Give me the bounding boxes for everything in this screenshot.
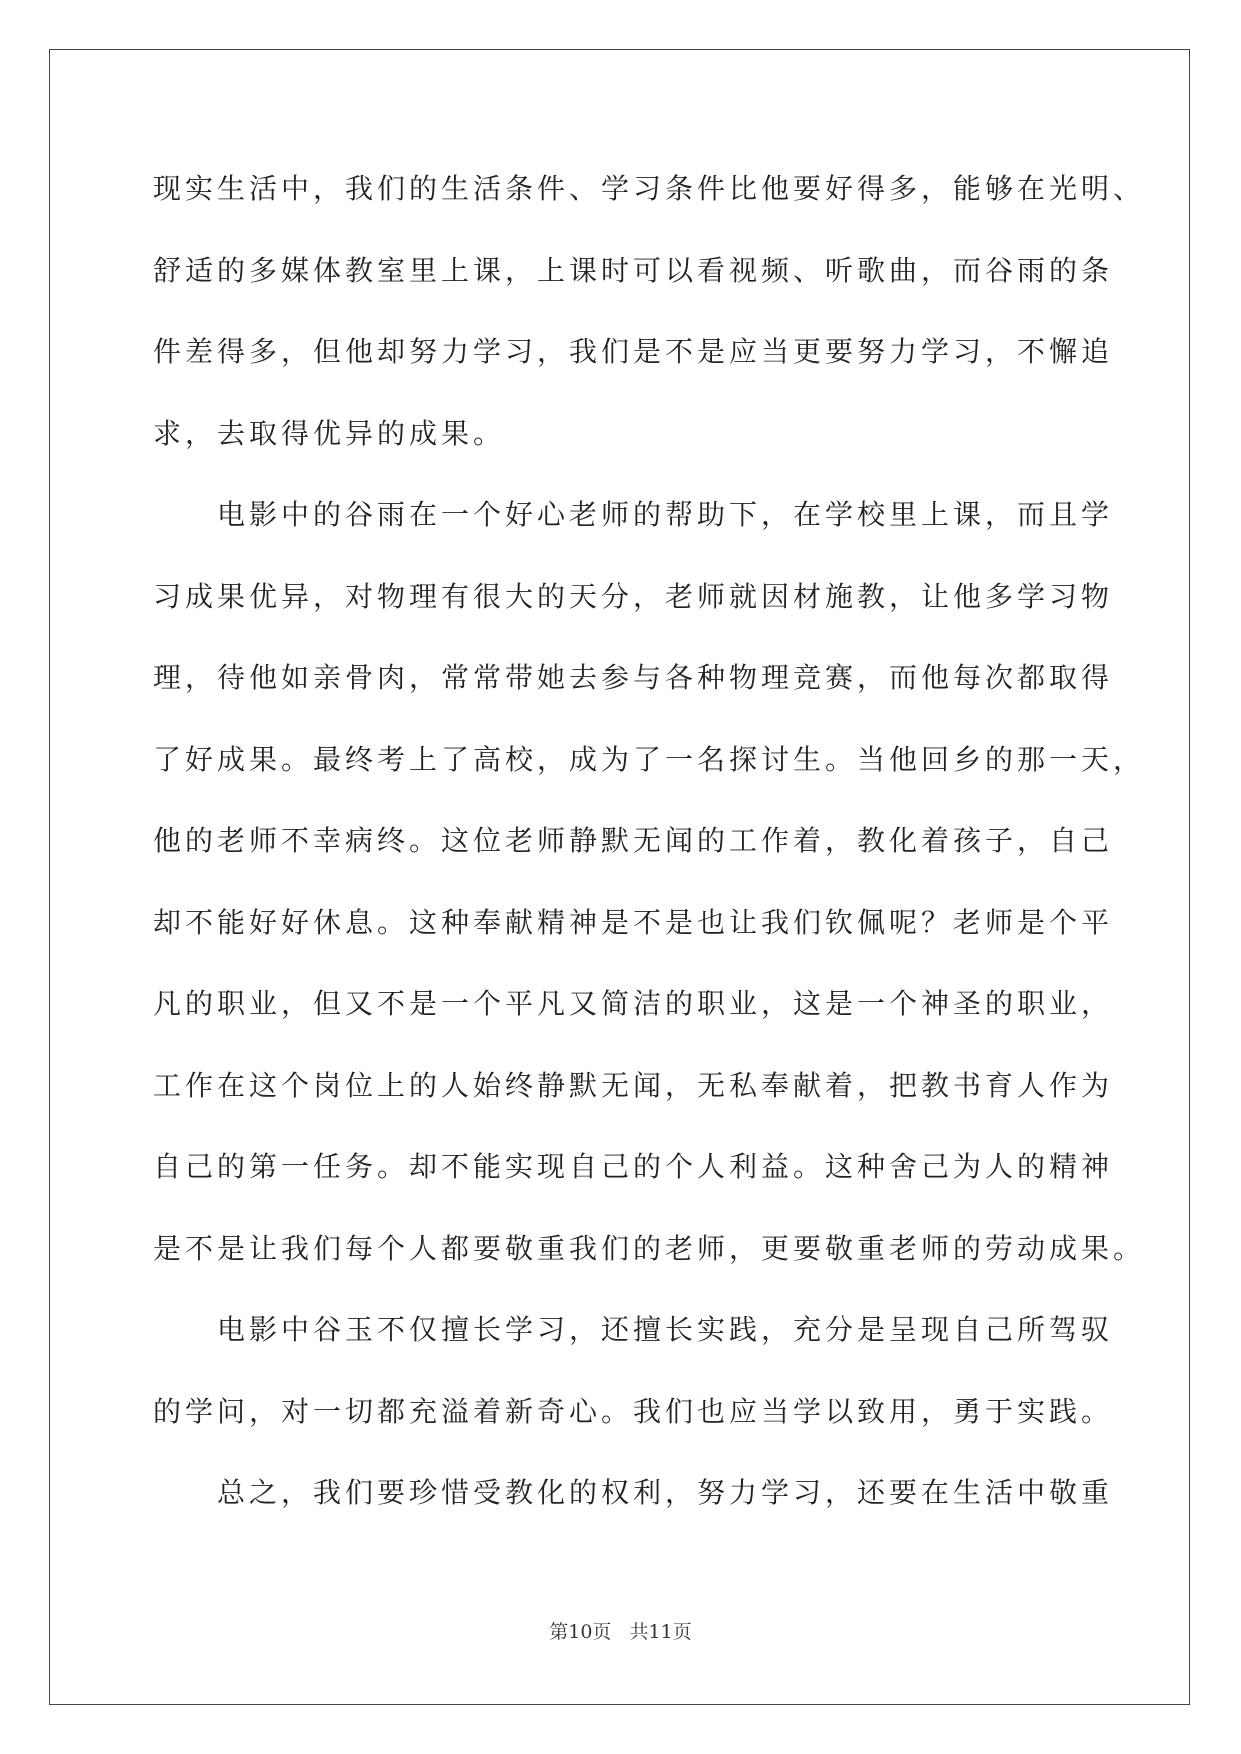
- text-line: 理，待他如亲骨肉，常常带她去参与各种物理竞赛，而他每次都取得: [153, 661, 1114, 694]
- text-line: 习成果优异，对物理有很大的天分，老师就因材施教，让他多学习物: [153, 579, 1114, 613]
- text-line: 凡的职业，但又不是一个平凡又简洁的职业，这是一个神圣的职业，: [153, 987, 1114, 1020]
- text-line: 电影中谷玉不仅擅长学习，还擅长实践，充分是呈现自己所驾驭: [217, 1313, 1114, 1346]
- text-line: 自己的第一任务。却不能实现自己的个人利益。这种舍己为人的精神: [153, 1150, 1114, 1183]
- text-line: 总之，我们要珍惜受教化的权利，努力学习，还要在生活中敬重: [217, 1476, 1114, 1509]
- text-line: 电影中的谷雨在一个好心老师的帮助下，在学校里上课，而且学: [217, 498, 1114, 531]
- text-line: 求，去取得优异的成果。: [153, 416, 506, 450]
- page-footer: [0, 1617, 1241, 1644]
- text-line: 工作在这个岗位上的人始终静默无闻，无私奉献着，把教书育人作为: [153, 1068, 1114, 1102]
- text-line: 现实生活中，我们的生活条件、学习条件比他要好得多，能够在光明、: [153, 172, 1146, 205]
- text-line: 的学问，对一切都充溢着新奇心。我们也应当学以致用，勇于实践。: [153, 1394, 1114, 1428]
- text-line: 了好成果。最终考上了高校，成为了一名探讨生。当他回乡的那一天，: [153, 742, 1146, 776]
- text-line: 他的老师不幸病终。这位老师静默无闻的工作着，教化着孩子，自己: [153, 824, 1114, 857]
- text-line: 却不能好好休息。这种奉献精神是不是也让我们钦佩呢？老师是个平: [153, 905, 1114, 939]
- text-line: 件差得多，但他却努力学习，我们是不是应当更要努力学习，不懈追: [153, 335, 1114, 368]
- text-line: 是不是让我们每个人都要敬重我们的老师，更要敬重老师的劳动成果。: [153, 1231, 1146, 1265]
- text-line: 舒适的多媒体教室里上课，上课时可以看视频、听歌曲，而谷雨的条: [153, 253, 1114, 287]
- page-number: 第10页 共11页: [549, 1621, 692, 1643]
- document-body: [153, 148, 1146, 1534]
